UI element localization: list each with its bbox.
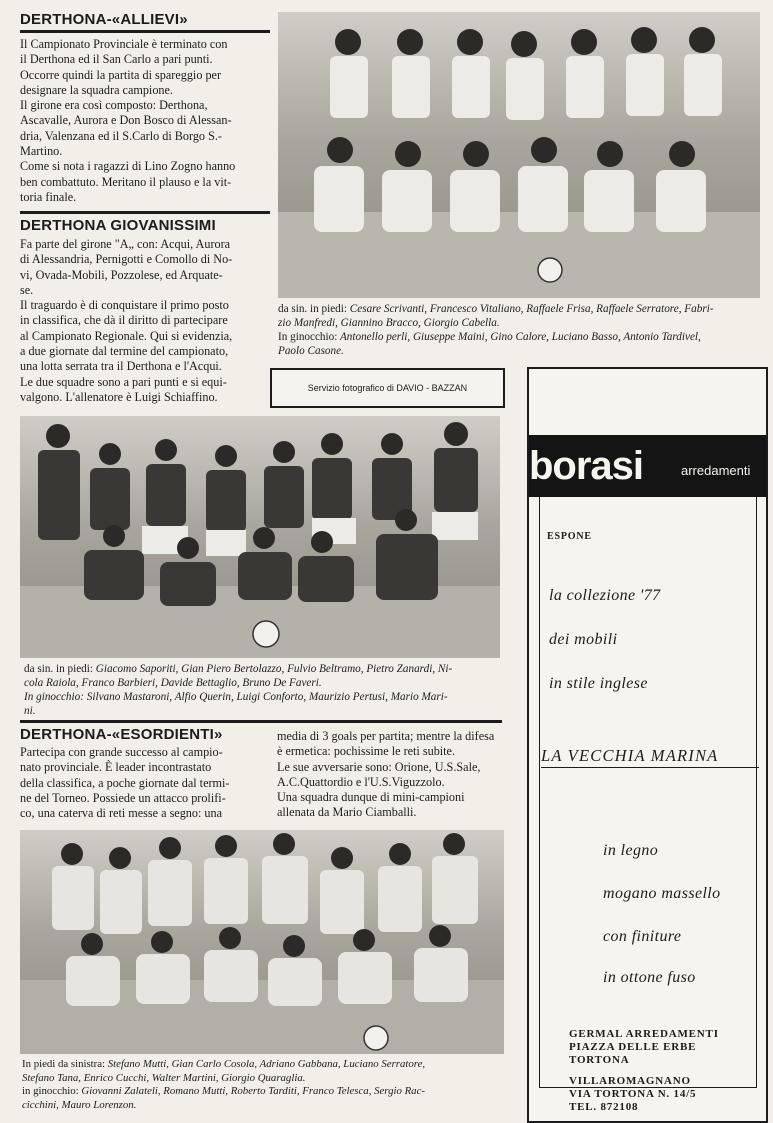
allievi-article	[20, 37, 272, 205]
caption-lead: In piedi da sinistra:	[22, 1058, 106, 1070]
article-line: vi, Ovada-Mobili, Pozzolese, ed Arquate-	[20, 267, 223, 282]
article-line: valgono. L'allenatore è Luigi Schiaffino.	[20, 389, 218, 404]
article-line: designare la squadra campione.	[20, 82, 173, 97]
team-photo-figures	[20, 830, 504, 1054]
article-line: Le sue avversarie sono: Orione, U.S.Sale,	[277, 759, 481, 774]
address-line: VILLAROMAGNANO	[569, 1075, 691, 1087]
article-line: in classifica, che dà il diritto di partecipare	[20, 313, 228, 328]
team-photo-figures	[278, 12, 760, 298]
caption-line: cicchini, Mauro Lorenzon.	[22, 1098, 137, 1111]
article-line: Il girone era così composto: Derthona,	[20, 98, 208, 113]
ad-inner-frame	[539, 497, 757, 1088]
article-line: Ascavalle, Aurora e Don Bosco di Alessan-	[20, 113, 232, 128]
allievi-caption	[278, 302, 714, 358]
ad-address-tortona	[569, 1028, 719, 1067]
article-line: a due giornate dal termine del campionato,	[20, 344, 229, 359]
caption-lead: da sin. in piedi:	[24, 663, 93, 675]
ad-feature-title: LA VECCHIA MARINA	[541, 746, 719, 765]
article-line: al Campionato Regionale. Qui si evidenzia,	[20, 328, 233, 343]
article-line: Occorre quindi la partita di spareggio per	[20, 67, 222, 82]
ad-line: mogano massello	[603, 885, 721, 902]
article-line: una lotta serrata tra il Derthona e l'Acqui.	[20, 359, 222, 374]
photo-credit-box	[270, 368, 505, 408]
ad-line: dei mobili	[549, 631, 618, 648]
article-line: Il traguardo è di conquistare il primo posto	[20, 298, 229, 313]
article-line: Le due squadre sono a pari punti e si equi-	[20, 374, 227, 389]
article-line: Fa parte del girone "A„ con: Acqui, Aurora	[20, 237, 231, 251]
ad-address-villaromagnano	[569, 1075, 696, 1114]
article-line: ne del Torneo. Possiede un attacco prolifi-	[20, 790, 226, 805]
giovanissimi-article	[20, 237, 272, 405]
caption-lead: da sin. in piedi:	[278, 303, 347, 315]
caption-lead: in ginocchio:	[22, 1085, 79, 1097]
address-line: VIA TORTONA N. 14/5	[569, 1088, 697, 1100]
giovanissimi-heading: DERTHONA GIOVANISSIMI	[20, 217, 216, 234]
caption-line: Giacomo Saporiti, Gian Piero Bertolazzo, Fulvio Beltramo, Pietro Zanardi, Ni-	[95, 663, 453, 675]
allievi-team-photo	[278, 12, 760, 298]
address-line: GERMAL ARREDAMENTI	[569, 1028, 719, 1040]
giovanissimi-caption	[24, 662, 452, 718]
brand-logo: borasi	[529, 444, 644, 488]
article-line: della classifica, a poche giornate dal termi-	[20, 775, 230, 790]
esordienti-article-col1	[20, 745, 272, 821]
article-line: di Alessandria, Pernigotti e Comollo di No-	[20, 252, 233, 267]
address-line: TORTONA	[569, 1054, 630, 1066]
esordienti-article-col2	[277, 729, 505, 821]
article-line: allenata da Mario Ciamballi.	[277, 805, 417, 820]
caption-line: Antonello perli, Giuseppe Maini, Gino Calore, Luciano Basso, Antonio Tardivel,	[339, 331, 701, 343]
article-line: media di 3 goals per partita; mentre la difesa	[277, 729, 495, 743]
ad-line: in stile inglese	[549, 675, 648, 692]
allievi-rule	[20, 30, 270, 33]
article-line: dria, Valenzana ed il S.Carlo di Borgo S.-	[20, 128, 222, 143]
article-line: Partecipa con grande successo al campio-	[20, 745, 223, 759]
giovanissimi-top-rule	[20, 211, 270, 214]
article-line: A.C.Quattordio e l'U.S.Viguzzolo.	[277, 774, 445, 789]
caption-line: Stefano Tana, Enrico Cucchi, Walter Martini, Giorgio Quaraglia.	[22, 1071, 306, 1084]
article-line: ben combattuto. Meritano il plauso e la vit-	[20, 174, 232, 189]
ad-line: la collezione '77	[549, 587, 661, 604]
article-line: Una squadra dunque di mini-campioni	[277, 790, 465, 805]
article-line: toria finale.	[20, 189, 77, 204]
ad-espone: ESPONE	[547, 531, 592, 542]
caption-line: ni.	[24, 705, 36, 717]
caption-line: cola Raiola, Franco Barbieri, Davide Bettaglio, Bruno De Faveri.	[24, 677, 322, 689]
brand-band	[529, 435, 766, 497]
caption-lead: In ginocchio:	[278, 331, 338, 343]
article-line: Il Campionato Provinciale è terminato con	[20, 37, 228, 51]
esordienti-heading: DERTHONA-«ESORDIENTI»	[20, 726, 223, 743]
article-line: Come si nota i ragazzi di Lino Zogno hanno	[20, 159, 236, 174]
article-line: se.	[20, 282, 34, 297]
article-line: è ermetica: pochissime le reti subite.	[277, 744, 456, 759]
ad-line: in ottone fuso	[603, 969, 696, 986]
caption-line: In ginocchio: Silvano Mastaroni, Alfio Querin, Luigi Conforto, Maurizio Pertusi, Mario Mari-	[24, 691, 448, 703]
borasi-advertisement	[527, 367, 768, 1123]
caption-line: Giovanni Zalateli, Romano Mutti, Roberto Tarditi, Franco Telesca, Sergio Rac-	[81, 1085, 425, 1097]
photo-credit: Servizio fotografico di DAVIO - BAZZAN	[307, 383, 468, 393]
esordienti-rule	[20, 720, 502, 723]
feature-underline	[541, 767, 759, 768]
team-photo-figures	[20, 416, 500, 658]
esordienti-team-photo	[20, 830, 504, 1054]
ad-line: con finiture	[603, 928, 682, 945]
caption-line: Cesare Scrivanti, Francesco Vitaliano, Raffaele Frisa, Raffaele Serratore, Fabri-	[349, 303, 714, 315]
address-line: TEL. 872108	[569, 1101, 639, 1113]
article-line: Martino.	[20, 144, 63, 159]
allievi-heading: DERTHONA-«ALLIEVI»	[20, 11, 188, 28]
article-line: co, una caterva di reti messe a segno: una	[20, 806, 223, 821]
address-line: PIAZZA DELLE ERBE	[569, 1041, 697, 1053]
article-line: nato provinciale. È leader incontrastato	[20, 760, 212, 775]
caption-line: Paolo Casone.	[278, 345, 344, 357]
caption-line: zio Manfredi, Giannino Bracco, Giorgio Cabella.	[278, 317, 500, 329]
giovanissimi-team-photo	[20, 416, 500, 658]
ad-line: in legno	[603, 842, 659, 859]
esordienti-caption	[22, 1058, 425, 1112]
brand-logo-subtitle: arredamenti	[681, 463, 751, 478]
article-line: il Derthona ed il San Carlo a pari punti.	[20, 52, 213, 67]
caption-line: Stefano Mutti, Gian Carlo Cosola, Adriano Gabbana, Luciano Serratore,	[107, 1058, 426, 1070]
